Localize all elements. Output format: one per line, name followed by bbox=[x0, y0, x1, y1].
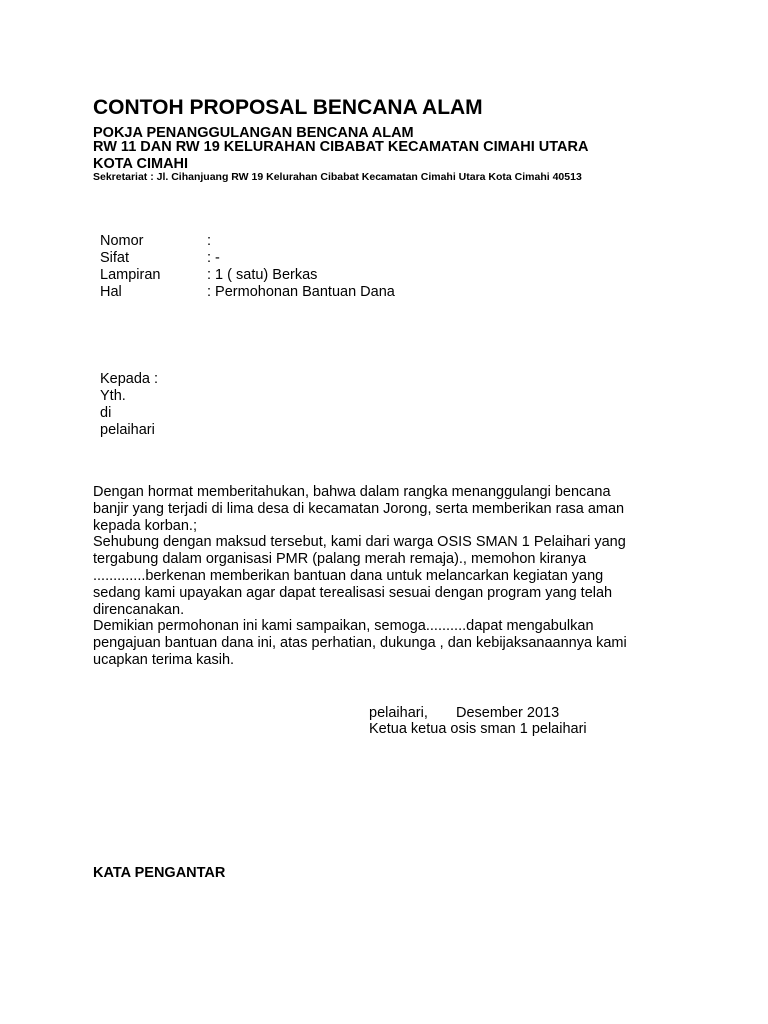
body-line: kepada korban.; bbox=[93, 517, 197, 534]
body-line: .............berkenan memberikan bantuan dana untuk melancarkan kegiatan yang bbox=[93, 567, 604, 584]
meta-value-lampiran: : 1 ( satu) Berkas bbox=[207, 267, 318, 283]
body-line: Demikian permohonan ini kami sampaikan, semoga..........dapat mengabulkan bbox=[93, 618, 594, 635]
meta-value-hal: : Permohonan Bantuan Dana bbox=[207, 284, 395, 300]
document-title: CONTOH PROPOSAL BENCANA ALAM bbox=[93, 96, 483, 119]
body-line: Dengan hormat memberitahukan, bahwa dalam rangka menanggulangi bencana bbox=[93, 484, 611, 500]
signature-role: Ketua ketua osis sman 1 pelaihari bbox=[369, 721, 587, 737]
organization-line-3: KOTA CIMAHI bbox=[93, 156, 189, 172]
letter-body bbox=[93, 484, 673, 669]
organization-line-1: POKJA PENANGGULANGAN BENCANA ALAM bbox=[93, 125, 414, 141]
body-line: banjir yang terjadi di lima desa di kecamatan Jorong, serta memberikan rasa aman bbox=[93, 500, 625, 517]
body-line: Sehubung dengan maksud tersebut, kami dari warga OSIS SMAN 1 Pelaihari yang bbox=[93, 534, 626, 551]
organization-line-2: RW 11 DAN RW 19 KELURAHAN CIBABAT KECAMATAN CIMAHI UTARA bbox=[93, 139, 589, 155]
recipient-line: di bbox=[100, 405, 112, 421]
section-heading: KATA PENGANTAR bbox=[93, 865, 226, 881]
meta-value-sifat: : - bbox=[207, 250, 220, 266]
recipient-line: pelaihari bbox=[100, 422, 155, 438]
body-line: pengajuan bantuan dana ini, atas perhatian, dukunga , dan kebijaksanaannya kami bbox=[93, 635, 627, 652]
recipient-line: Yth. bbox=[100, 388, 126, 404]
signature-date: Desember 2013 bbox=[456, 705, 560, 721]
meta-value-nomor: : bbox=[207, 233, 212, 249]
secretariat-address: Sekretariat : Jl. Cihanjuang RW 19 Kelurahan Cibabat Kecamatan Cimahi Utara Kota Cimahi 40513 bbox=[93, 171, 582, 183]
meta-label-lampiran: Lampiran bbox=[100, 267, 161, 283]
meta-label-sifat: Sifat bbox=[100, 250, 130, 266]
meta-label-nomor: Nomor bbox=[100, 233, 144, 249]
signature-place: pelaihari, bbox=[369, 705, 428, 721]
body-line: ucapkan terima kasih. bbox=[93, 651, 235, 668]
recipient-line: Kepada : bbox=[100, 371, 159, 387]
body-line: sedang kami upayakan agar dapat terealisasi sesuai dengan program yang telah bbox=[93, 584, 613, 601]
body-line: direncanakan. bbox=[93, 601, 185, 618]
body-line: tergabung dalam organisasi PMR (palang merah remaja)., memohon kiranya bbox=[93, 551, 587, 568]
meta-label-hal: Hal bbox=[100, 284, 122, 300]
